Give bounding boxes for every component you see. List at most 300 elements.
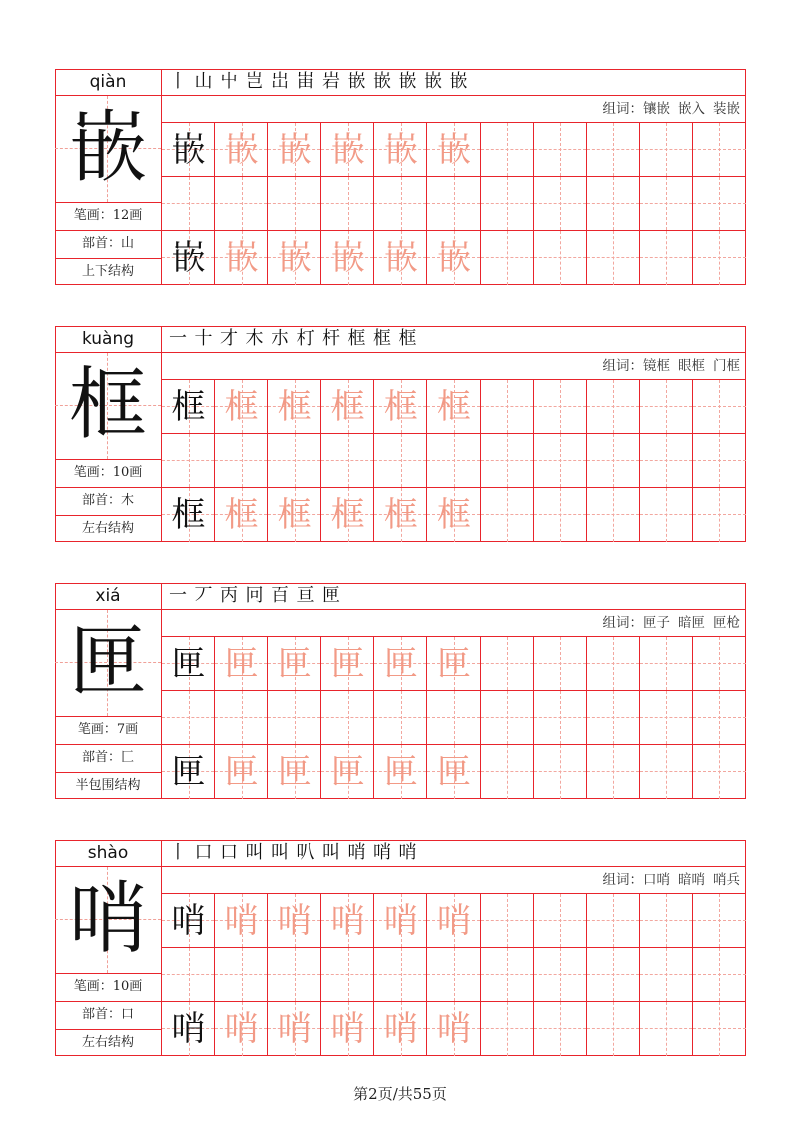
practice-cell[interactable] bbox=[268, 231, 321, 285]
practice-cell[interactable] bbox=[481, 488, 534, 542]
stroke-step: 嵌 bbox=[347, 71, 366, 92]
guide-line bbox=[666, 691, 667, 744]
guide-line bbox=[348, 948, 349, 1001]
practice-cell[interactable] bbox=[374, 434, 427, 488]
stroke-step: 岩 bbox=[322, 71, 340, 92]
practice-cell[interactable] bbox=[162, 434, 215, 488]
info-column bbox=[55, 840, 162, 1056]
guide-line bbox=[507, 380, 508, 433]
practice-cell[interactable] bbox=[215, 231, 268, 285]
stroke-step: 杆 bbox=[322, 328, 340, 349]
stroke-step: 叫 bbox=[271, 842, 289, 863]
guide-line bbox=[666, 380, 667, 433]
practice-cell[interactable] bbox=[481, 1002, 534, 1056]
practice-cell[interactable] bbox=[587, 745, 640, 799]
practice-cell[interactable] bbox=[587, 123, 640, 177]
guide-line bbox=[348, 177, 349, 230]
practice-cell[interactable] bbox=[374, 380, 427, 434]
guide-line bbox=[560, 745, 561, 799]
stroke-order-row bbox=[162, 583, 746, 610]
practice-cell[interactable] bbox=[321, 948, 374, 1002]
word-list-row bbox=[162, 867, 746, 894]
practice-cell[interactable] bbox=[162, 231, 215, 285]
structure-label: 左右结构 bbox=[55, 1029, 161, 1057]
practice-cell[interactable] bbox=[215, 488, 268, 542]
practice-cell[interactable] bbox=[481, 380, 534, 434]
practice-cell[interactable] bbox=[693, 1002, 746, 1056]
guide-line bbox=[507, 637, 508, 690]
guide-line bbox=[719, 123, 720, 176]
practice-cell[interactable] bbox=[481, 637, 534, 691]
guide-line bbox=[560, 177, 561, 230]
page-footer: 第2页/共55页 bbox=[353, 1085, 447, 1103]
stroke-step: 丨 bbox=[169, 842, 187, 863]
practice-cell[interactable] bbox=[427, 488, 480, 542]
words-label: 组词： bbox=[602, 101, 643, 117]
trace-character: 匣 bbox=[383, 752, 418, 792]
practice-cell[interactable] bbox=[321, 488, 374, 542]
practice-cell[interactable] bbox=[427, 123, 480, 177]
practice-cell[interactable] bbox=[481, 231, 534, 285]
guide-line bbox=[348, 691, 349, 744]
practice-cell[interactable] bbox=[268, 637, 321, 691]
practice-cell[interactable] bbox=[268, 691, 321, 745]
guide-line bbox=[719, 434, 720, 487]
practice-cell[interactable] bbox=[587, 691, 640, 745]
guide-line bbox=[719, 231, 720, 285]
practice-cell[interactable] bbox=[534, 231, 587, 285]
pinyin-label: xiá bbox=[55, 583, 161, 610]
practice-cell[interactable] bbox=[321, 231, 374, 285]
stroke-step: 框 bbox=[347, 328, 366, 349]
trace-character: 嵌 bbox=[383, 130, 418, 170]
practice-cell[interactable] bbox=[534, 434, 587, 488]
guide-line bbox=[719, 637, 720, 690]
practice-cell[interactable] bbox=[534, 948, 587, 1002]
practice-cell[interactable] bbox=[427, 637, 480, 691]
practice-cell[interactable] bbox=[587, 894, 640, 948]
practice-cell[interactable] bbox=[587, 380, 640, 434]
word-item: 暗哨 bbox=[678, 872, 705, 888]
practice-cell[interactable] bbox=[640, 948, 693, 1002]
practice-cell[interactable] bbox=[215, 380, 268, 434]
trace-character: 框 bbox=[436, 495, 471, 535]
large-character: 哨 bbox=[68, 874, 147, 964]
guide-line bbox=[613, 691, 614, 744]
model-character: 框 bbox=[171, 387, 206, 427]
practice-cell[interactable] bbox=[374, 948, 427, 1002]
practice-grid bbox=[162, 637, 746, 799]
trace-character: 匣 bbox=[383, 644, 418, 684]
radical-label: 部首：木 bbox=[55, 487, 161, 515]
trace-character: 嵌 bbox=[224, 238, 259, 278]
practice-cell[interactable] bbox=[268, 1002, 321, 1056]
trace-character: 哨 bbox=[436, 901, 471, 941]
model-character: 哨 bbox=[171, 1009, 206, 1049]
practice-cell[interactable] bbox=[693, 948, 746, 1002]
practice-cell[interactable] bbox=[321, 1002, 374, 1056]
practice-cell[interactable] bbox=[162, 894, 215, 948]
guide-line bbox=[613, 123, 614, 176]
practice-cell[interactable] bbox=[427, 691, 480, 745]
stroke-step: 嵌 bbox=[449, 71, 468, 92]
guide-line bbox=[719, 380, 720, 433]
practice-cell[interactable] bbox=[162, 948, 215, 1002]
practice-cell[interactable] bbox=[587, 637, 640, 691]
word-item: 匣枪 bbox=[713, 615, 740, 631]
practice-cell[interactable] bbox=[640, 1002, 693, 1056]
guide-line bbox=[401, 948, 402, 1001]
practice-cell[interactable] bbox=[427, 231, 480, 285]
practice-cell[interactable] bbox=[481, 894, 534, 948]
practice-cell[interactable] bbox=[268, 894, 321, 948]
practice-cell[interactable] bbox=[268, 745, 321, 799]
guide-line bbox=[719, 1002, 720, 1056]
practice-cell[interactable] bbox=[374, 745, 427, 799]
guide-line bbox=[242, 434, 243, 487]
practice-cell[interactable] bbox=[427, 894, 480, 948]
practice-cell[interactable] bbox=[321, 745, 374, 799]
trace-character: 框 bbox=[277, 495, 312, 535]
trace-character: 框 bbox=[224, 495, 259, 535]
info-column bbox=[55, 69, 162, 285]
word-item: 嵌入 bbox=[678, 101, 705, 117]
trace-character: 匣 bbox=[436, 752, 471, 792]
practice-grid bbox=[162, 894, 746, 1056]
trace-character: 嵌 bbox=[330, 130, 365, 170]
practice-cell[interactable] bbox=[534, 1002, 587, 1056]
guide-line bbox=[560, 231, 561, 285]
guide-line bbox=[507, 488, 508, 542]
practice-cell[interactable] bbox=[534, 894, 587, 948]
guide-line bbox=[348, 434, 349, 487]
practice-cell[interactable] bbox=[321, 691, 374, 745]
practice-cell[interactable] bbox=[534, 745, 587, 799]
practice-cell[interactable] bbox=[215, 745, 268, 799]
word-item: 暗匣 bbox=[678, 615, 705, 631]
practice-cell[interactable] bbox=[215, 894, 268, 948]
practice-cell[interactable] bbox=[693, 745, 746, 799]
practice-cell[interactable] bbox=[640, 380, 693, 434]
stroke-step: 框 bbox=[398, 328, 417, 349]
practice-cell[interactable] bbox=[321, 380, 374, 434]
structure-label: 半包围结构 bbox=[55, 772, 161, 800]
info-column bbox=[55, 583, 162, 799]
practice-cell[interactable] bbox=[693, 488, 746, 542]
practice-cell[interactable] bbox=[693, 434, 746, 488]
radical-label: 部首：口 bbox=[55, 1001, 161, 1029]
practice-cell[interactable] bbox=[215, 637, 268, 691]
guide-line bbox=[242, 691, 243, 744]
practice-cell[interactable] bbox=[374, 691, 427, 745]
guide-line bbox=[719, 745, 720, 799]
word-list-row bbox=[162, 96, 746, 123]
practice-cell[interactable] bbox=[268, 948, 321, 1002]
practice-cell[interactable] bbox=[427, 380, 480, 434]
practice-cell[interactable] bbox=[481, 123, 534, 177]
large-character-box bbox=[55, 867, 161, 973]
trace-character: 哨 bbox=[277, 901, 312, 941]
trace-character: 框 bbox=[383, 387, 418, 427]
practice-cell[interactable] bbox=[534, 488, 587, 542]
trace-character: 框 bbox=[383, 495, 418, 535]
large-character: 匣 bbox=[68, 617, 147, 707]
practice-cell[interactable] bbox=[640, 434, 693, 488]
trace-character: 匣 bbox=[330, 644, 365, 684]
practice-cell[interactable] bbox=[693, 123, 746, 177]
guide-line bbox=[613, 948, 614, 1001]
stroke-step: 嵌 bbox=[424, 71, 442, 92]
trace-character: 嵌 bbox=[330, 238, 365, 278]
words-label: 组词： bbox=[602, 358, 643, 374]
stroke-step: 哨 bbox=[373, 842, 391, 863]
trace-character: 框 bbox=[277, 387, 312, 427]
practice-cell[interactable] bbox=[534, 123, 587, 177]
guide-line bbox=[242, 948, 243, 1001]
practice-cell[interactable] bbox=[162, 380, 215, 434]
stroke-count-label: 笔画：10画 bbox=[55, 973, 161, 1001]
guide-line bbox=[560, 380, 561, 433]
stroke-count-label: 笔画：7画 bbox=[55, 716, 161, 744]
trace-character: 框 bbox=[330, 495, 365, 535]
practice-cell[interactable] bbox=[481, 177, 534, 231]
model-character: 匣 bbox=[171, 644, 206, 684]
guide-line bbox=[295, 948, 296, 1001]
stroke-count-label: 笔画：10画 bbox=[55, 459, 161, 487]
trace-character: 匣 bbox=[436, 644, 471, 684]
trace-character: 框 bbox=[436, 387, 471, 427]
practice-cell[interactable] bbox=[268, 123, 321, 177]
practice-cell[interactable] bbox=[427, 745, 480, 799]
practice-cell[interactable] bbox=[587, 434, 640, 488]
guide-line bbox=[507, 894, 508, 947]
guide-line bbox=[719, 948, 720, 1001]
practice-cell[interactable] bbox=[587, 177, 640, 231]
practice-cell[interactable] bbox=[693, 691, 746, 745]
practice-cell[interactable] bbox=[162, 123, 215, 177]
trace-character: 嵌 bbox=[436, 238, 471, 278]
practice-cell[interactable] bbox=[693, 380, 746, 434]
practice-cell[interactable] bbox=[640, 177, 693, 231]
practice-cell[interactable] bbox=[374, 177, 427, 231]
practice-cell[interactable] bbox=[534, 691, 587, 745]
practice-cell[interactable] bbox=[374, 231, 427, 285]
practice-cell[interactable] bbox=[481, 691, 534, 745]
guide-line bbox=[666, 1002, 667, 1056]
practice-cell[interactable] bbox=[534, 380, 587, 434]
guide-line bbox=[666, 637, 667, 690]
practice-cell[interactable] bbox=[693, 177, 746, 231]
guide-line bbox=[189, 691, 190, 744]
trace-character: 哨 bbox=[436, 1009, 471, 1049]
practice-cell[interactable] bbox=[693, 231, 746, 285]
guide-line bbox=[401, 434, 402, 487]
practice-cell[interactable] bbox=[374, 488, 427, 542]
practice-cell[interactable] bbox=[693, 894, 746, 948]
guide-line bbox=[189, 948, 190, 1001]
trace-character: 匣 bbox=[277, 752, 312, 792]
practice-cell[interactable] bbox=[162, 488, 215, 542]
stroke-step: 亘 bbox=[296, 585, 315, 606]
character-card bbox=[55, 326, 746, 542]
trace-character: 哨 bbox=[224, 1009, 259, 1049]
practice-cell[interactable] bbox=[162, 691, 215, 745]
practice-cell[interactable] bbox=[162, 177, 215, 231]
practice-cell[interactable] bbox=[640, 231, 693, 285]
stroke-step: 叫 bbox=[245, 842, 264, 863]
stroke-step: 一 bbox=[169, 328, 187, 349]
stroke-step: 匣 bbox=[322, 585, 340, 606]
stroke-step: 丆 bbox=[194, 585, 213, 606]
stroke-step: 朩 bbox=[271, 328, 289, 349]
practice-cell[interactable] bbox=[162, 745, 215, 799]
practice-cell[interactable] bbox=[587, 948, 640, 1002]
guide-line bbox=[613, 1002, 614, 1056]
practice-cell[interactable] bbox=[534, 637, 587, 691]
guide-line bbox=[613, 894, 614, 947]
practice-cell[interactable] bbox=[427, 434, 480, 488]
practice-cell[interactable] bbox=[374, 123, 427, 177]
trace-character: 嵌 bbox=[224, 130, 259, 170]
practice-cell[interactable] bbox=[481, 434, 534, 488]
trace-character: 匣 bbox=[224, 752, 259, 792]
stroke-step: 口 bbox=[194, 842, 213, 863]
practice-cell[interactable] bbox=[587, 231, 640, 285]
guide-line bbox=[560, 894, 561, 947]
practice-cell[interactable] bbox=[162, 1002, 215, 1056]
practice-cell[interactable] bbox=[587, 1002, 640, 1056]
practice-cell[interactable] bbox=[215, 948, 268, 1002]
large-character-box bbox=[55, 610, 161, 716]
stroke-step: 口 bbox=[220, 842, 238, 863]
practice-cell[interactable] bbox=[481, 948, 534, 1002]
practice-cell[interactable] bbox=[534, 177, 587, 231]
practice-cell[interactable] bbox=[427, 948, 480, 1002]
practice-cell[interactable] bbox=[215, 434, 268, 488]
practice-cell[interactable] bbox=[640, 691, 693, 745]
practice-cell[interactable] bbox=[640, 745, 693, 799]
large-character-box bbox=[55, 96, 161, 202]
practice-cell[interactable] bbox=[162, 637, 215, 691]
model-character: 嵌 bbox=[171, 130, 206, 170]
guide-line bbox=[613, 380, 614, 433]
word-item: 门框 bbox=[713, 358, 740, 374]
word-list-row bbox=[162, 610, 746, 637]
large-character: 嵌 bbox=[68, 103, 147, 193]
practice-cell[interactable] bbox=[321, 894, 374, 948]
practice-cell[interactable] bbox=[215, 691, 268, 745]
guide-line bbox=[719, 894, 720, 947]
practice-cell[interactable] bbox=[215, 177, 268, 231]
practice-cell[interactable] bbox=[640, 488, 693, 542]
guide-line bbox=[401, 177, 402, 230]
practice-cell[interactable] bbox=[215, 1002, 268, 1056]
stroke-step: 丨 bbox=[169, 71, 187, 92]
practice-cell[interactable] bbox=[268, 434, 321, 488]
guide-line bbox=[613, 745, 614, 799]
practice-cell[interactable] bbox=[374, 894, 427, 948]
practice-cell[interactable] bbox=[321, 637, 374, 691]
stroke-step: 屮 bbox=[220, 71, 238, 92]
model-character: 匣 bbox=[171, 752, 206, 792]
practice-cell[interactable] bbox=[321, 434, 374, 488]
practice-cell[interactable] bbox=[481, 745, 534, 799]
practice-cell[interactable] bbox=[374, 637, 427, 691]
radical-label: 部首：匚 bbox=[55, 744, 161, 772]
practice-cell[interactable] bbox=[268, 488, 321, 542]
guide-line bbox=[560, 1002, 561, 1056]
structure-label: 左右结构 bbox=[55, 515, 161, 543]
large-character: 框 bbox=[68, 360, 147, 450]
word-item: 哨兵 bbox=[713, 872, 740, 888]
guide-line bbox=[454, 948, 455, 1001]
info-column bbox=[55, 326, 162, 542]
stroke-step: 嵌 bbox=[398, 71, 417, 92]
guide-line bbox=[507, 691, 508, 744]
large-character-box bbox=[55, 353, 161, 459]
practice-cell[interactable] bbox=[268, 380, 321, 434]
practice-cell[interactable] bbox=[374, 1002, 427, 1056]
model-character: 哨 bbox=[171, 901, 206, 941]
stroke-step: 岀 bbox=[271, 71, 289, 92]
trace-character: 框 bbox=[224, 387, 259, 427]
guide-line bbox=[719, 691, 720, 744]
practice-cell[interactable] bbox=[321, 177, 374, 231]
practice-cell[interactable] bbox=[640, 894, 693, 948]
word-item: 眼框 bbox=[678, 358, 705, 374]
guide-line bbox=[719, 488, 720, 542]
guide-line bbox=[613, 434, 614, 487]
practice-cell[interactable] bbox=[215, 123, 268, 177]
practice-grid bbox=[162, 123, 746, 285]
model-character: 嵌 bbox=[171, 238, 206, 278]
word-item: 装嵌 bbox=[713, 101, 740, 117]
stroke-step: 十 bbox=[194, 328, 213, 349]
practice-cell[interactable] bbox=[427, 177, 480, 231]
trace-character: 嵌 bbox=[436, 130, 471, 170]
practice-grid bbox=[162, 380, 746, 542]
stroke-step: 叫 bbox=[322, 842, 340, 863]
guide-line bbox=[401, 691, 402, 744]
practice-cell[interactable] bbox=[321, 123, 374, 177]
trace-character: 哨 bbox=[224, 901, 259, 941]
trace-character: 哨 bbox=[330, 901, 365, 941]
model-character: 框 bbox=[171, 495, 206, 535]
guide-line bbox=[189, 434, 190, 487]
practice-cell[interactable] bbox=[587, 488, 640, 542]
guide-line bbox=[560, 123, 561, 176]
trace-character: 哨 bbox=[277, 1009, 312, 1049]
stroke-step: 百 bbox=[271, 585, 289, 606]
stroke-step: 朾 bbox=[296, 328, 315, 349]
stroke-count-label: 笔画：12画 bbox=[55, 202, 161, 230]
stroke-step: 叭 bbox=[296, 842, 315, 863]
stroke-step: 丙 bbox=[220, 585, 238, 606]
guide-line bbox=[666, 745, 667, 799]
pinyin-label: kuàng bbox=[55, 326, 161, 353]
word-list-row bbox=[162, 353, 746, 380]
practice-cell[interactable] bbox=[640, 637, 693, 691]
words-label: 组词： bbox=[602, 615, 643, 631]
practice-cell[interactable] bbox=[427, 1002, 480, 1056]
practice-cell[interactable] bbox=[268, 177, 321, 231]
stroke-step: 冋 bbox=[245, 585, 264, 606]
guide-line bbox=[613, 231, 614, 285]
structure-label: 上下结构 bbox=[55, 258, 161, 286]
practice-cell[interactable] bbox=[640, 123, 693, 177]
pinyin-label: qiàn bbox=[55, 69, 161, 96]
practice-cell[interactable] bbox=[693, 637, 746, 691]
